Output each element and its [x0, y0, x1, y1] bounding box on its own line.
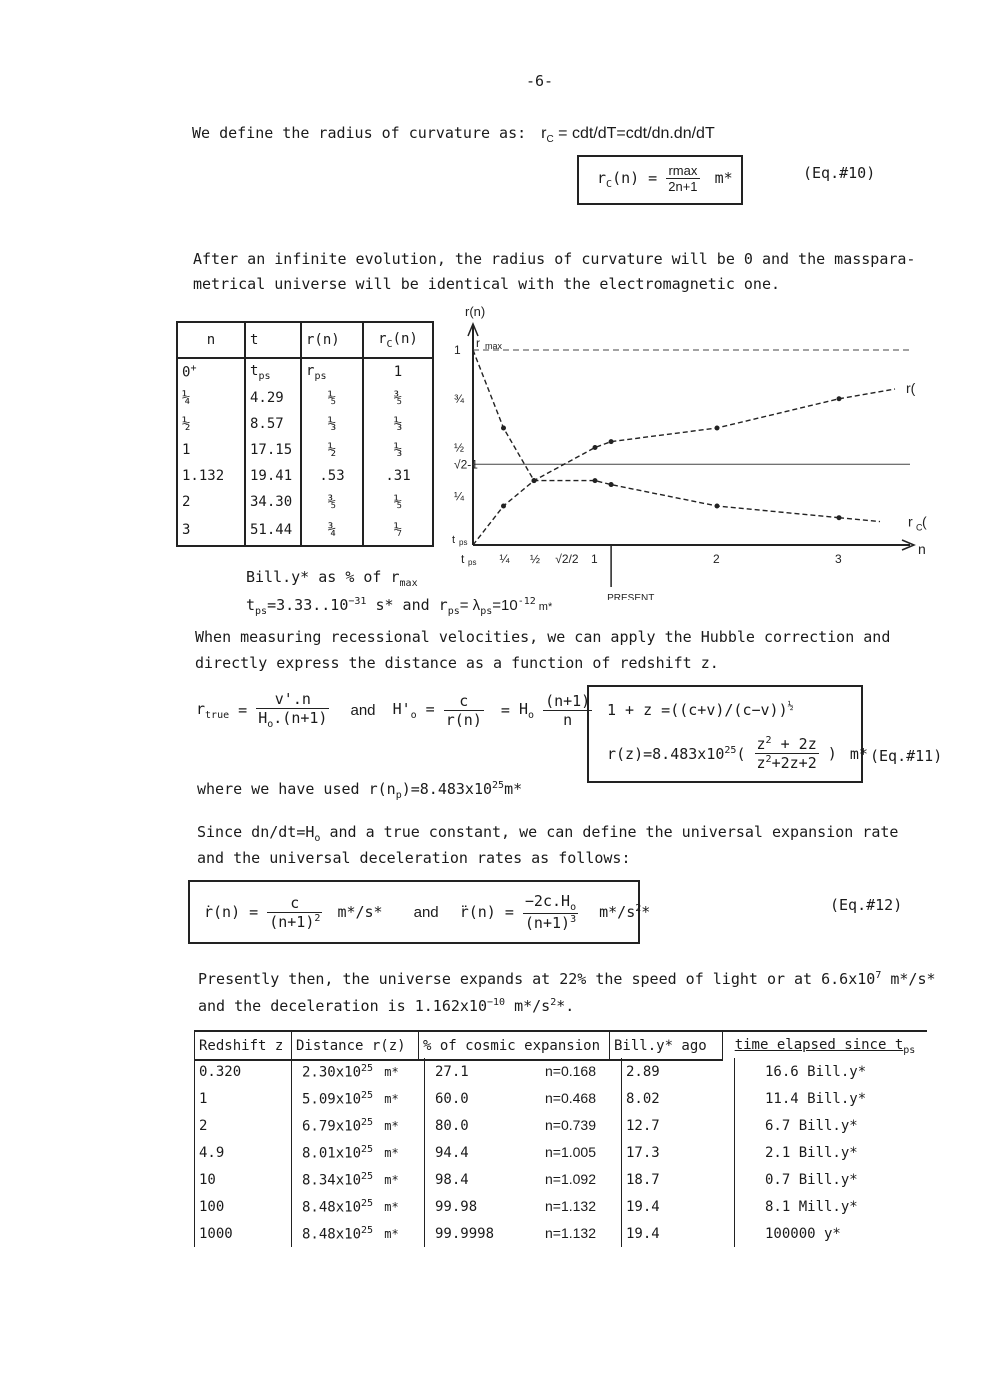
eq11-line1: [607, 701, 794, 719]
t1-h-n: n: [206, 332, 216, 348]
table-cell: [425, 1139, 622, 1166]
eq12-unit2-sup: 2: [635, 903, 642, 914]
t1-cell: ½: [301, 437, 363, 463]
eq11-box: [587, 685, 868, 783]
t1-cell: ⅗: [363, 385, 433, 411]
where-c: m*: [504, 780, 523, 798]
data-point: [715, 426, 720, 431]
eq10-num-sub: max: [672, 163, 698, 178]
t2-h-elapsed-sub: ps: [903, 1044, 916, 1056]
eq10-den: 2n+1: [668, 179, 698, 194]
y-tick-label: ¼: [454, 489, 465, 504]
data-point: [593, 445, 598, 450]
eq11-line2: $r(z)=8.483x10^{25}$( $\frac{z^2 + 2z}{z^2+2z+2}$ ) m*: [607, 735, 868, 772]
rtrue-fraction: [256, 690, 329, 730]
rtrue-and: and: [350, 701, 376, 719]
t1-cell: [245, 358, 301, 385]
table-cell: 2.1 Bill.y*: [735, 1139, 966, 1166]
eq12-unit2-text: m*/s: [599, 903, 636, 921]
t1-cell: 8.57: [245, 411, 301, 437]
data-point: [501, 426, 506, 431]
series-line-extension: [839, 518, 880, 522]
data-point: [609, 439, 614, 444]
eq12-num2-sub: o: [570, 902, 577, 913]
eq-rtrue: $r_{true}$ = $\frac{v'.n}{H_o.(n+1)}$ and $H'_o$ = $\frac{c}{r(n)}$ = $H_o$ $\frac{(n+1)}{n}$: [196, 690, 591, 730]
table-cell: 18.7: [622, 1166, 735, 1193]
para3-a: Since dn/dt=H: [197, 823, 315, 841]
para2-line2: directly express the distance as a function of redshift z.: [195, 654, 719, 672]
n-value: n=1.132: [545, 1198, 596, 1214]
y-tick-label: t: [452, 534, 456, 546]
table-cell: 0.320: [195, 1058, 292, 1085]
h2-den: n: [563, 710, 573, 729]
table-row: [177, 515, 433, 546]
table-cell: [425, 1058, 622, 1085]
table-cell: [292, 1058, 425, 1085]
t2-h-dist: Distance r(z): [292, 1031, 419, 1060]
tps-f-sup: -12: [517, 596, 536, 607]
rtrue-den-a: H: [258, 709, 268, 727]
eq11-num-sup: 2: [765, 735, 772, 746]
para3-line2: and the universal deceleration rates as follows:: [197, 849, 631, 867]
table-cell: [292, 1112, 425, 1139]
data-point: [715, 504, 720, 509]
table-row: [195, 1139, 966, 1166]
t2-h-elapsed: [723, 1031, 928, 1060]
data-point: [501, 504, 506, 509]
table-row: [177, 411, 433, 437]
n-value: n=0.739: [545, 1117, 596, 1133]
table-cell: [292, 1085, 425, 1112]
graph-labels: [452, 304, 927, 600]
tps-e: = λ: [459, 597, 481, 614]
t1-cell: ¼: [182, 390, 191, 406]
distance-value: 8.48x10: [302, 1199, 362, 1216]
eq10-formula: [597, 163, 733, 194]
table-row: [195, 1085, 966, 1112]
table-cell: 0.7 Bill.y*: [735, 1166, 966, 1193]
t1-cell: [301, 358, 363, 385]
table-row: [177, 463, 433, 489]
para4-d-sup: 2: [550, 997, 557, 1008]
t1-r0: r: [306, 362, 315, 379]
t1-cell: 34.30: [245, 489, 301, 515]
table-row: [195, 1112, 966, 1139]
hprime: $H'_o$ =: [392, 699, 435, 721]
pct-value: 99.9998: [435, 1226, 495, 1242]
n-value: n=1.092: [545, 1171, 596, 1187]
t1-cell: 4.29: [245, 385, 301, 411]
para4-b: m*/s*: [881, 970, 936, 988]
y-tick-label: √2-1: [454, 457, 478, 472]
tps-a: t: [246, 596, 256, 614]
graph-axes: [468, 324, 914, 587]
curve-rc-label: r: [908, 513, 913, 530]
distance-value: 2.30x10: [302, 1064, 362, 1081]
table-cell: [425, 1193, 622, 1220]
table-cell: 2: [195, 1112, 292, 1139]
distance-value: 6.79x10: [302, 1118, 362, 1135]
table2: [194, 1030, 927, 1061]
t2-h-ago: Bill.y* ago: [610, 1031, 723, 1060]
table-cell: [425, 1220, 622, 1247]
t1-cell: ½: [182, 416, 191, 432]
eq11-den-sup: 2: [765, 754, 772, 765]
curve-rc-sub: C: [916, 522, 923, 533]
table-row: [195, 1166, 966, 1193]
series-line-extension: [839, 389, 895, 399]
h2-fraction: [543, 692, 592, 729]
table1: [176, 321, 434, 547]
t1-cell: 1.132: [182, 468, 225, 484]
eq12-r1: ṙ(n) =: [204, 903, 259, 921]
table2-header: [195, 1031, 928, 1060]
eq11-num: z: [756, 735, 766, 753]
eq12-num1: c: [267, 894, 322, 913]
eq11-den: z: [756, 754, 766, 772]
eq12-num2: −2c.H: [524, 892, 571, 910]
distance-exp: 25: [361, 1170, 374, 1182]
table-row: [177, 437, 433, 463]
t1-cell: [177, 358, 245, 385]
distance-exp: 25: [361, 1062, 374, 1074]
data-point: [593, 478, 598, 483]
distance-unit: m*: [377, 1173, 399, 1188]
curve-rc-tail: (: [922, 513, 927, 530]
n-value: n=1.132: [545, 1225, 596, 1241]
n-value: n=1.005: [545, 1144, 596, 1160]
t1-cell: ⅐: [363, 515, 433, 546]
para3-a-sub: o: [314, 833, 321, 844]
series-line: [473, 350, 839, 518]
table-cell: 8.02: [622, 1085, 735, 1112]
intro-text: We define the radius of curvature as:: [192, 124, 527, 142]
tps-g: m*: [535, 601, 553, 613]
t2-h-z: Redshift z: [195, 1031, 292, 1060]
pct-value: 80.0: [435, 1118, 469, 1134]
eq10-num: r: [668, 163, 673, 178]
para4-d: m*/s: [505, 997, 551, 1015]
eq11-rz: $r(z)=8.483x10^{25}$(: [607, 744, 746, 763]
h2-num: (n+1): [545, 691, 591, 710]
eq10-lhs: r: [597, 169, 607, 187]
eq11-label: (Eq.#11): [870, 747, 943, 765]
eq10-lhs-sub: C: [606, 179, 613, 190]
table-cell: 10: [195, 1166, 292, 1193]
tps-d-sub: ps: [447, 606, 460, 617]
graph-marks: [473, 350, 895, 545]
x-tick-label: t: [461, 552, 465, 566]
eq11-rz-sup: 25: [724, 744, 737, 756]
x-tick-label: √2/2: [555, 552, 579, 566]
distance-unit: m*: [377, 1200, 399, 1215]
distance-unit: m*: [377, 1227, 399, 1242]
tps-d: r: [438, 596, 448, 614]
rmax-sub: max: [485, 341, 503, 351]
t1-cell: 1: [363, 358, 433, 385]
t1-t0: t: [250, 362, 259, 379]
x-tick-label: 2: [713, 552, 720, 566]
hprime-den: r(n): [445, 710, 482, 729]
eq10-lhs-tail: (n) =: [612, 169, 658, 187]
rc-rhs: = cdt/dT=cdt/dn.dn/dT: [553, 125, 715, 142]
data-point: [532, 478, 537, 483]
distance-unit: m*: [377, 1092, 399, 1107]
table-cell: [425, 1166, 622, 1193]
y-tick-sub: ps: [459, 538, 468, 547]
present-label: PRESENT: [607, 593, 655, 600]
eq12-den2: (n+1): [524, 914, 571, 932]
para4-line1: [198, 970, 936, 988]
para4-line2: [198, 997, 574, 1015]
eq12-label: (Eq.#12): [830, 896, 903, 914]
table-row: [195, 1058, 966, 1085]
distance-exp: 25: [361, 1116, 374, 1128]
t1-h-rc-tail: (n): [392, 330, 418, 347]
eq12-den1: (n+1): [269, 912, 315, 931]
eq12-unit2-tail: *: [641, 903, 651, 921]
t1-n0-sup: +: [190, 363, 197, 375]
t1-h-rc: [363, 322, 433, 358]
para4-a-sup: 7: [875, 970, 882, 981]
para4-a: Presently then, the universe expands at 22% the speed of light or at 6.6x10: [198, 970, 876, 988]
t1-cell: ⅓: [363, 411, 433, 437]
distance-value: 5.09x10: [302, 1091, 362, 1108]
table-row: [177, 489, 433, 515]
rmax-label: r: [476, 336, 480, 350]
series-line: [473, 399, 839, 545]
pct-value: 60.0: [435, 1091, 469, 1107]
tps-e-sub: ps: [480, 606, 493, 617]
t1-cell: ⅗: [301, 489, 363, 515]
distance-unit: m*: [377, 1146, 399, 1161]
table-cell: 1: [195, 1085, 292, 1112]
eq10-box: [577, 155, 743, 205]
t1-cell: 1: [182, 442, 191, 458]
eq12-and: and: [413, 903, 439, 921]
table-cell: 17.3: [622, 1139, 735, 1166]
h2: [518, 699, 535, 721]
distance-exp: 25: [361, 1224, 374, 1236]
t1-cell: 51.44: [245, 515, 301, 546]
table-row: [177, 385, 433, 411]
eq11-fraction: [755, 735, 819, 772]
distance-unit: m*: [377, 1119, 399, 1134]
table-row: [195, 1193, 966, 1220]
para3-b: and a true constant, we can define the universal expansion rate: [320, 823, 899, 841]
rtrue-a-sub: true: [205, 709, 230, 721]
t1-h-t: t: [245, 322, 301, 358]
page-number: -6-: [526, 72, 554, 90]
hprime-fraction: [444, 692, 484, 729]
eq12-frac2: [523, 892, 578, 932]
tps-c: s* and: [366, 596, 439, 614]
rc-sub: C: [546, 134, 554, 146]
data-point: [609, 482, 614, 487]
eq11-unit: m*: [849, 744, 868, 763]
t1-cell: 17.15: [245, 437, 301, 463]
table1-header: [177, 322, 433, 358]
table-cell: 100000 y*: [735, 1220, 966, 1247]
n-value: n=0.168: [545, 1063, 596, 1079]
hprime-sub: o: [410, 709, 417, 721]
eq10-label: (Eq.#10): [803, 164, 876, 182]
eq11-line1-sup: ½: [787, 701, 794, 712]
x-tick-sub: ps: [468, 558, 477, 567]
table-cell: 2.89: [622, 1058, 735, 1085]
eq12-unit1: m*/s*: [337, 903, 383, 921]
t2-h-pct: % of cosmic expansion: [419, 1031, 610, 1060]
t1-cell: ⅕: [301, 385, 363, 411]
rtrue-a: r: [196, 699, 206, 718]
table-cell: 16.6 Bill.y*: [735, 1058, 966, 1085]
table-cell: 6.7 Bill.y*: [735, 1112, 966, 1139]
rtrue-lhs: [196, 700, 229, 721]
t1-cell: 3: [182, 522, 191, 538]
t1-cell: .53: [301, 463, 363, 489]
table-cell: 19.4: [622, 1193, 735, 1220]
distance-exp: 25: [361, 1143, 374, 1155]
table-cell: [425, 1085, 622, 1112]
distance-value: 8.34x10: [302, 1172, 362, 1189]
table-cell: 12.7: [622, 1112, 735, 1139]
eq11-rz-text: r(z)=8.483x10: [607, 744, 725, 763]
t1-h-rc-symbol: r: [378, 330, 387, 347]
distance-exp: 25: [361, 1197, 374, 1209]
table-cell: 11.4 Bill.y*: [735, 1085, 966, 1112]
eq12-r2: r̈(n) =: [459, 903, 514, 921]
hprime-h: H': [392, 699, 411, 718]
eq11-num-tail: + 2z: [771, 735, 817, 753]
table1-note-text: Bill.y* as % of r: [246, 568, 400, 586]
rtrue-num: v'.n: [256, 690, 329, 709]
where-b-sup: 25: [492, 780, 505, 791]
x-tick-label: ¼: [499, 552, 510, 566]
tps-f: =10: [492, 597, 518, 614]
where-line: [197, 780, 522, 801]
t1-cell: 2: [182, 494, 191, 510]
where-a-sub: p: [395, 790, 402, 801]
hprime-num: c: [444, 692, 484, 711]
curvature-graph: [440, 300, 930, 600]
t1-n0: 0: [182, 364, 191, 381]
h2-h: H: [518, 699, 528, 718]
curve-r-label: r(: [906, 380, 916, 396]
t1-cell: ⅓: [301, 411, 363, 437]
para2-line1: When measuring recessional velocities, we can apply the Hubble correction and: [195, 628, 891, 646]
table1-note-sub: max: [399, 578, 418, 589]
para4-e: *.: [556, 997, 575, 1015]
distance-exp: 25: [361, 1089, 374, 1101]
t1-cell: ⅕: [363, 489, 433, 515]
table-cell: [292, 1193, 425, 1220]
eq10-unit: m*: [714, 169, 733, 187]
para1-line2: metrical universe will be identical with the electromagnetic one.: [193, 275, 780, 293]
y-tick-label: ¾: [454, 391, 465, 406]
para1-line1: After an infinite evolution, the radius of curvature will be 0 and the masspara-: [193, 250, 916, 268]
eq12-frac1: [267, 894, 322, 931]
eq11-den-tail: +2z+2: [771, 754, 817, 772]
table-cell: [292, 1220, 425, 1247]
tps-a-sub: ps: [255, 606, 268, 617]
x-tick-label: ½: [530, 552, 541, 566]
where-a: where we have used r(n: [197, 780, 396, 798]
table-cell: [292, 1166, 425, 1193]
table-cell: 100: [195, 1193, 292, 1220]
eq12-den1-sup: 2: [314, 912, 321, 924]
para4-c: and the deceleration is 1.162x10: [198, 997, 487, 1015]
para4-c-sup: −10: [486, 997, 506, 1008]
t1-t0-sub: ps: [258, 370, 271, 382]
t1-cell: 19.41: [245, 463, 301, 489]
distance-value: 8.01x10: [302, 1145, 362, 1162]
table-row: [177, 358, 433, 385]
table-cell: 19.4: [622, 1220, 735, 1247]
x-tick-label: 3: [835, 552, 842, 566]
x-tick-label: 1: [591, 552, 598, 566]
table-cell: [292, 1139, 425, 1166]
eq10-fraction: [666, 163, 699, 194]
eq12-box: [188, 880, 651, 944]
rc-definition: [541, 125, 715, 146]
n-value: n=0.468: [545, 1090, 596, 1106]
eq11-line1-text: 1 + z =((c+v)/(c−v)): [607, 701, 788, 719]
rtrue-den-b: .(n+1): [273, 709, 328, 727]
table-cell: 1000: [195, 1220, 292, 1247]
y-axis-label: r(n): [465, 304, 486, 319]
data-point: [837, 515, 842, 520]
pct-value: 99.98: [435, 1199, 478, 1215]
rtrue-den-sub: o: [267, 719, 274, 730]
table2-body: [194, 1058, 965, 1247]
where-b: )=8.483x10: [401, 780, 493, 798]
data-point: [837, 396, 842, 401]
distance-unit: m*: [377, 1065, 399, 1080]
intro-line: [192, 124, 715, 145]
table-cell: [425, 1112, 622, 1139]
table-cell: 8.1 Mill.y*: [735, 1193, 966, 1220]
pct-value: 98.4: [435, 1172, 469, 1188]
eq12-unit2: [599, 903, 650, 921]
pct-value: 27.1: [435, 1064, 469, 1080]
y-tick-label: ½: [454, 440, 465, 455]
x-axis-label: n: [918, 541, 926, 557]
table1-note: [246, 568, 418, 589]
tps-b: =3.33..10: [267, 596, 349, 614]
para3-line1: [197, 823, 898, 844]
t1-cell: ⅓: [363, 437, 433, 463]
rc-symbol: r: [541, 125, 547, 142]
t1-cell: .31: [363, 463, 433, 489]
h2-sub: o: [528, 709, 535, 721]
t2-h-elapsed-text: time elapsed since t: [734, 1036, 904, 1053]
t1-h-rn: r(n): [301, 322, 363, 358]
table-cell: 4.9: [195, 1139, 292, 1166]
table-row: [195, 1220, 966, 1247]
eq12-den2-sup: 3: [570, 914, 577, 925]
pct-value: 94.4: [435, 1145, 469, 1161]
t1-h-rc-sub: C: [386, 338, 393, 350]
tps-b-sup: −31: [348, 596, 367, 607]
y-tick-label: 1: [454, 343, 461, 357]
eq12-formula: [204, 892, 650, 932]
t1-cell: ¾: [301, 515, 363, 546]
distance-value: 8.48x10: [302, 1226, 362, 1243]
t1-r0-sub: ps: [314, 370, 327, 382]
